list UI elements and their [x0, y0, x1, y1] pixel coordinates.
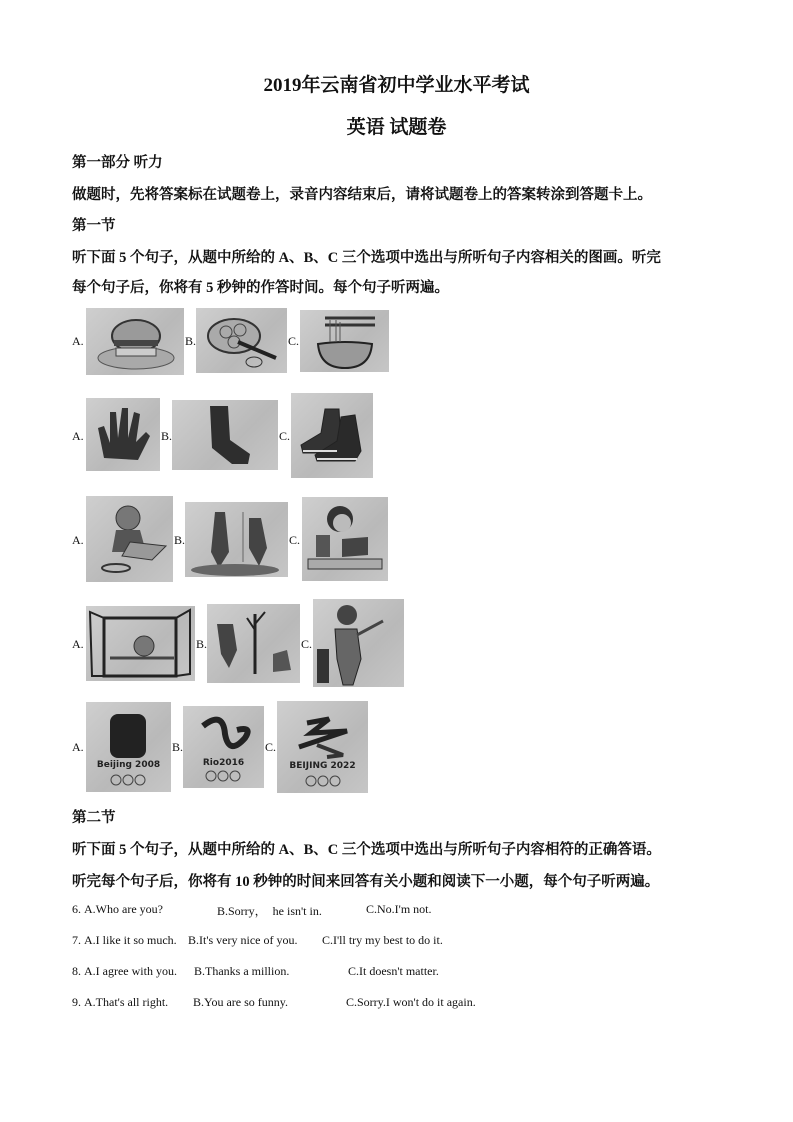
question-number: 9.	[72, 995, 81, 1009]
dumplings-image	[196, 308, 287, 373]
section2-heading: 第二节	[72, 810, 116, 826]
people-walking-image	[185, 502, 288, 577]
option-a: A.That's all right.	[84, 995, 169, 1009]
option-c: C.Sorry.I won't do it again.	[346, 995, 476, 1009]
option-label: B.	[185, 334, 197, 348]
question-number: 7.	[72, 933, 81, 947]
option-label: A.	[72, 533, 84, 547]
section1-directions-line1: 听下面 5 个句子，从题中所给的 A、B、C 三个选项中选出与所听句子内容相关的图画。听完	[72, 250, 661, 266]
girl-drawing-image	[86, 496, 173, 582]
option-b: B.Sorry， he isn't in.	[217, 904, 322, 918]
planting-tree-image	[207, 604, 300, 683]
option-label: C.	[301, 637, 313, 651]
option-label: B.	[174, 533, 186, 547]
option-label: B.	[196, 637, 208, 651]
boy-reading-image	[302, 497, 388, 581]
section2-directions-line2: 听完每个句子后，你将有 10 秒钟的时间来回答有关小题和阅读下一小题，每个句子听两遍。	[72, 874, 660, 890]
option-b: B.Thanks a million.	[194, 964, 290, 978]
gloves-image	[86, 398, 160, 471]
noodles-image	[300, 310, 389, 372]
general-instruction: 做题时，先将答案标在试题卷上，录音内容结束后，请将试题卷上的答案转涂到答题卡上。	[72, 187, 652, 203]
option-a: A.I like it so much.	[84, 933, 177, 947]
part1-heading: 第一部分 听力	[72, 155, 163, 171]
beijing-2022-logo-image	[277, 701, 368, 793]
boy-walking-image	[313, 599, 404, 687]
socks-image	[172, 400, 278, 470]
option-c: C.I'll try my best to do it.	[322, 933, 443, 947]
question-number: 8.	[72, 964, 81, 978]
section1-directions-line2: 每个句子后，你将有 5 秒钟的作答时间。每个句子听两遍。	[72, 280, 449, 296]
logo-caption: Beijing 2008	[96, 760, 161, 770]
option-a: A.I agree with you.	[84, 964, 177, 978]
option-label: C.	[279, 429, 291, 443]
exam-subtitle: 英语 试题卷	[346, 117, 447, 138]
option-label: A.	[72, 637, 84, 651]
option-label: B.	[161, 429, 173, 443]
option-label: A.	[72, 740, 84, 754]
girl-window-image	[86, 606, 195, 681]
sneakers-image	[291, 393, 373, 478]
exam-title: 2019年云南省初中学业水平考试	[263, 75, 530, 96]
rio-2016-logo-image	[183, 706, 264, 788]
option-label: A.	[72, 429, 84, 443]
option-label: A.	[72, 334, 84, 348]
question-number: 6.	[72, 902, 81, 916]
beijing-2008-logo-image	[86, 702, 171, 792]
option-b: B.It's very nice of you.	[188, 933, 298, 947]
option-b: B.You are so funny.	[193, 995, 289, 1009]
option-label: B.	[172, 740, 184, 754]
section1-heading: 第一节	[72, 218, 116, 234]
option-a: A.Who are you?	[84, 902, 163, 916]
logo-caption: BEIJING 2022	[289, 761, 356, 771]
option-label: C.	[265, 740, 277, 754]
logo-caption: Rio2016	[202, 758, 245, 768]
option-label: C.	[289, 533, 301, 547]
option-label: C.	[288, 334, 300, 348]
option-c: C.It doesn't matter.	[348, 964, 439, 978]
hamburger-image	[86, 308, 184, 375]
option-c: C.No.I'm not.	[366, 902, 432, 916]
section2-directions-line1: 听下面 5 个句子，从题中所给的 A、B、C 三个选项中选出与所听句子内容相符的正确答语。	[72, 842, 661, 858]
